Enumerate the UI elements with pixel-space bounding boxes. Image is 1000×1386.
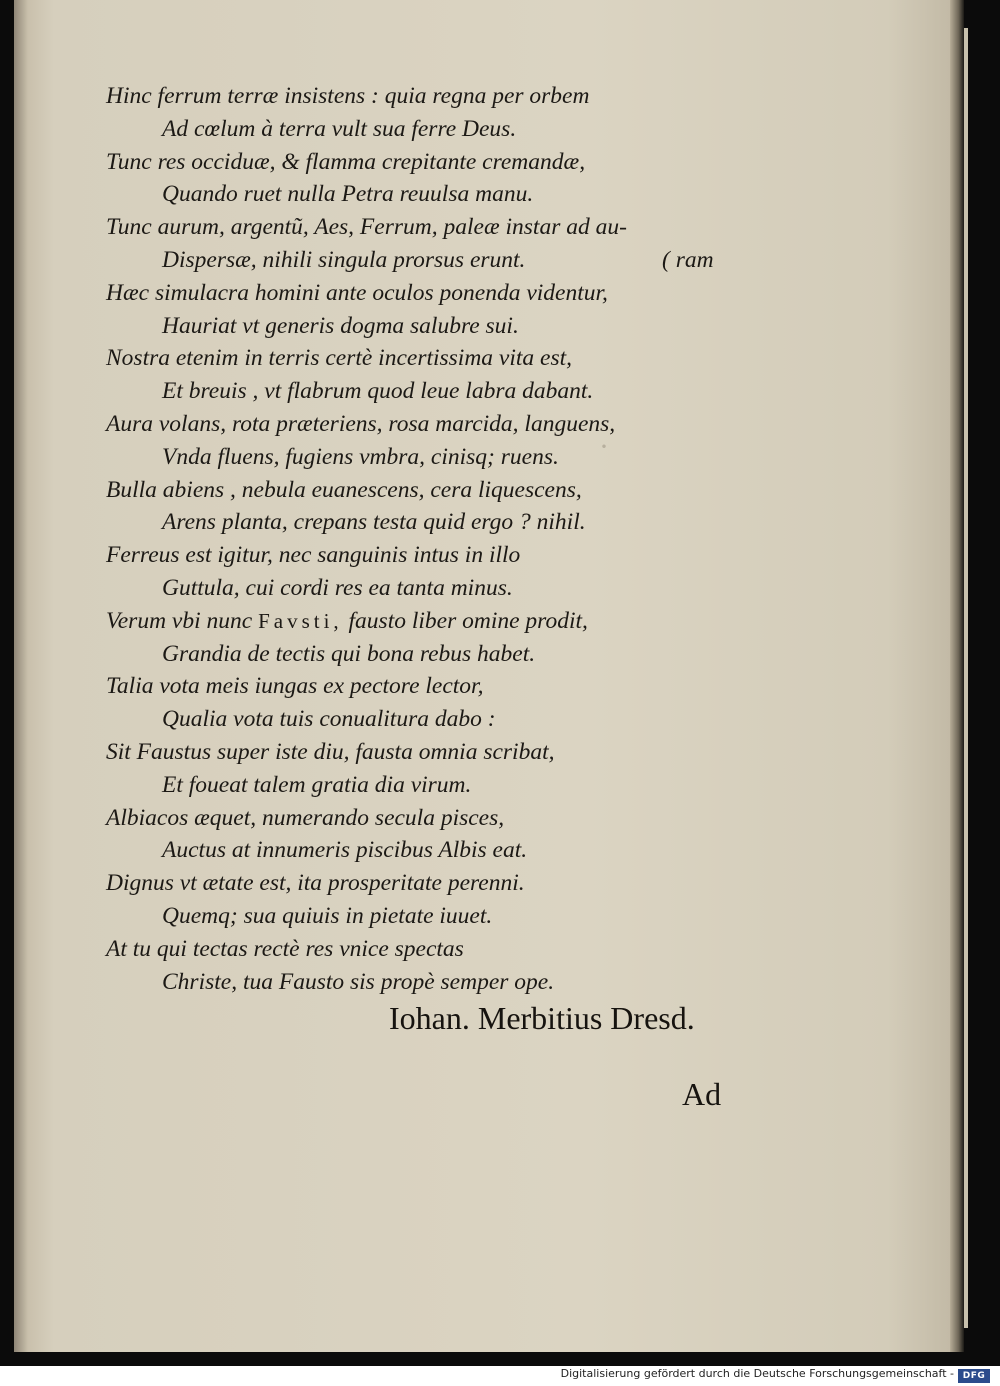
author-signature: Iohan. Merbitius Dresd. bbox=[389, 1000, 695, 1036]
poem-text bbox=[106, 80, 846, 998]
poem-line: Nostra etenim in terris certè incertissima vita est, bbox=[106, 345, 573, 372]
poem-line-text: Dispersæ, nihili singula prorsus erunt. bbox=[162, 246, 526, 273]
poem-line: Quemq; sua quiuis in pietate iuuet. bbox=[162, 902, 493, 929]
poem-line: Sit Faustus super iste diu, fausta omnia scribat, bbox=[106, 738, 555, 765]
dfg-logo-icon: DFG bbox=[958, 1369, 990, 1383]
poem-line: Talia vota meis iungas ex pectore lector, bbox=[106, 673, 484, 700]
poem-line: Auctus at innumeris piscibus Albis eat. bbox=[162, 837, 528, 864]
poem-line: Albiacos æquet, numerando secula pisces, bbox=[106, 804, 505, 831]
poem-line: Tunc aurum, argentũ, Aes, Ferrum, paleæ instar ad au- bbox=[106, 214, 627, 241]
poem-line-text: fausto liber omine prodit, bbox=[348, 607, 588, 634]
poem-line: Tunc res occiduæ, & flamma crepitante cremandæ, bbox=[106, 148, 586, 175]
poem-line: Arens planta, crepans testa quid ergo ? nihil. bbox=[162, 509, 586, 536]
poem-line: Hauriat vt generis dogma salubre sui. bbox=[162, 312, 519, 339]
faustus-name: Favsti, bbox=[258, 608, 343, 633]
poem-line: At tu qui tectas rectè res vnice spectas bbox=[106, 935, 464, 962]
digitization-credit: Digitalisierung gefördert durch die Deutsche Forschungsgemeinschaft - bbox=[560, 1367, 954, 1380]
poem-line: Vnda fluens, fugiens vmbra, cinisq; ruens. bbox=[162, 443, 559, 470]
poem-line-text: Verum vbi nunc bbox=[106, 607, 253, 634]
poem-line: Hæc simulacra homini ante oculos ponenda videntur, bbox=[106, 279, 608, 306]
poem-line: Quando ruet nulla Petra reuulsa manu. bbox=[162, 181, 534, 208]
poem-line: Qualia vota tuis conualitura dabo : bbox=[162, 706, 496, 733]
poem-line: Christe, tua Fausto sis propè semper ope. bbox=[162, 968, 555, 995]
page-edge-shadow bbox=[950, 0, 964, 1352]
page-edge-strip bbox=[964, 28, 968, 1328]
poem-line: Aura volans, rota præteriens, rosa marcida, languens, bbox=[106, 410, 616, 437]
poem-line bbox=[106, 605, 846, 638]
book-page bbox=[14, 0, 964, 1352]
poem-line: Grandia de tectis qui bona rebus habet. bbox=[162, 640, 536, 667]
poem-line: Et breuis , vt flabrum quod leue labra dabant. bbox=[162, 378, 594, 405]
poem-line: Bulla abiens , nebula euanescens, cera liquescens, bbox=[106, 476, 582, 503]
poem-line: Hinc ferrum terræ insistens : quia regna per orbem bbox=[106, 83, 590, 109]
poem-line: Ferreus est igitur, nec sanguinis intus in illo bbox=[106, 542, 521, 569]
poem-line: Ad cœlum à terra vult sua ferre Deus. bbox=[162, 115, 517, 142]
poem-line bbox=[106, 244, 846, 277]
poem-line: Et foueat talem gratia dia virum. bbox=[162, 771, 472, 798]
poem-line: Guttula, cui cordi res ea tanta minus. bbox=[162, 574, 513, 601]
poem-line-overflow: ( ram bbox=[662, 246, 714, 273]
catchword: Ad bbox=[682, 1076, 722, 1112]
poem-line: Dignus vt ætate est, ita prosperitate perenni. bbox=[106, 870, 525, 897]
bleed-through-mark: · bbox=[599, 430, 609, 463]
